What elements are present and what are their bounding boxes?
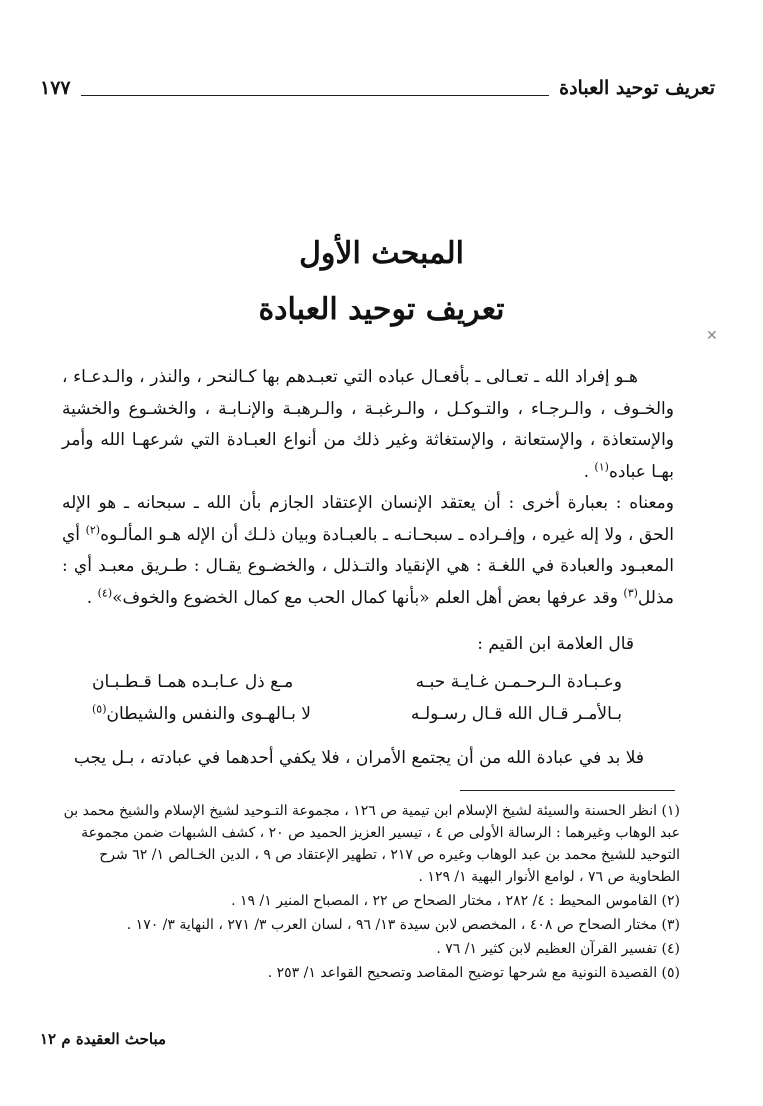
paragraph-meaning-text-c: وقد عرفها بعض أهل العلم «بأنها كمال الحب مع كمال الخضوع والخوف»: [112, 587, 618, 608]
body-text: [62, 362, 674, 614]
poem-intro: قال العلامة ابن القيم :: [477, 634, 634, 654]
chapter-title: المبحث الأول: [299, 236, 464, 271]
book-signature: مباحث العقيدة م ١٢: [40, 1030, 167, 1048]
poem-hemistich-right: بـالأمـر قـال الله قـال رسـولـه: [410, 704, 622, 724]
poem-hemistich-left-wrapper: [92, 704, 311, 736]
footnote: (٣) مختار الصحاح ص ٤٠٨ ، المخصص لابن سيدة ١٣/ ٩٦ ، لسان العرب ٣/ ٢٧١ ، النهاية ٣/ ١٧٠ .: [126, 917, 680, 933]
poem-line: [92, 672, 622, 704]
margin-pencil-mark: ✕: [706, 328, 718, 344]
paragraph-definition: هـو إفراد الله ـ تعـالى ـ بأفعـال عباده التي تعبـدهم بها كـالنحر ، والنذر ، والـدعـاء ، والخـوف ، والـرجـاء ، والتـوكـل ، والـرغبـة ، والـرهبـة والإنـابـة ، والخشـوع والخشية والإستعاذة ، والإستعانة ، والإستغاثة وغير ذلك من أنواع العبـادة التي شرعهـا الله وأمر بهـا عباده$^{(١)}$ .: [62, 367, 674, 482]
footnote-separator: [460, 790, 675, 791]
footnote: (٥) القصيدة النونية مع شرحها توضيح المقاصد وتصحيح القواعد ١/ ٢٥٣ .: [267, 965, 680, 981]
footnote-ref-1: (١): [594, 459, 609, 473]
poem-hemistich-right: وعـبـادة الـرحـمـن غـايـة حبـه: [415, 672, 622, 692]
footnote-ref-2: (٢): [85, 522, 101, 536]
poem-hemistich-left: مـع ذل عـابـده همـا قـطـبـان: [92, 672, 294, 692]
poem: [92, 672, 622, 736]
closing-sentence: فلا بد في عبادة الله من أن يجتمع الأمران ، فلا يكفي أحدهما في عبادته ، بـل يجب: [73, 748, 644, 768]
paragraph-definition-text: هـو إفراد الله ـ تعـالى ـ بأفعـال عباده التي تعبـدهم بها كـالنحر ، والنذر ، والـدعـاء ، والخـوف ، والـرجـاء ، والتـوكـل ، والـرغبـة ، والـرهبـة والإنـابـة ، والخشـوع والخشية والإستعاذة ، والإستعانة ، والإستغاثة وغير ذلك من أنواع العبـادة التي شرعهـا الله وأمر بهـا عباده: [62, 367, 674, 482]
header-rule: [81, 95, 550, 96]
paragraph-meaning-text-b: أي المعبـود والعبادة في اللغـة : هي الإنقياد والتـذلل ، والخضـوع يقـال : طـريق معبـد أي : مذلل: [62, 524, 674, 608]
footnote-ref-3: (٣): [623, 585, 638, 599]
footnote: (٢) القاموس المحيط : ٤/ ٢٨٢ ، مختار الصحاح ص ٢٢ ، المصباح المنير ١/ ١٩ .: [231, 893, 680, 909]
footnote: (١) انظر الحسنة والسيئة لشيخ الإسلام ابن تيمية ص ١٢٦ ، مجموعة التـوحيد لشيخ الإسلام والشيخ محمد بن عبد الوهاب وغيرهما : الرسالة الأولى ص ٤ ، تيسير العزيز الحميد ص ٢٠ ، كشف الشبهات ضمن مجموعة التوحيد للشيخ محمد بن عبد الوهاب وغيره ص ٢١٧ ، تطهير الإعتقاد ص ٩ ، الدين الخـالص ١/ ٦٢ شرح الطحاوية ص ٧٦ ، لوامع الأنوار البهية ١/ ١٢٩ .: [63, 803, 680, 885]
footnote-ref-4: (٤): [97, 585, 113, 599]
section-title: تعريف توحيد العبادة: [258, 292, 505, 327]
poem-hemistich-left: لا بـالهـوى والنفس والشيطان: [106, 704, 311, 724]
paragraph-meaning-text-a: ومعناه : بعبارة أخرى : أن يعتقد الإنسان الإعتقاد الجازم بأن الله ـ سبحانه ـ هو الإله الحق ، ولا إله غيره ، وإفـراده ـ سبحـانـه ـ بالعبـادة وبيان ذلـك أن الإله هـو المألـوه: [62, 493, 674, 545]
footnote: (٤) تفسير القرآن العظيم لابن كثير ١/ ٧٦ .: [436, 941, 680, 957]
footnotes: [52, 800, 680, 986]
running-title: تعريف توحيد العبادة: [559, 77, 715, 99]
page-number: ١٧٧: [40, 77, 71, 99]
poem-line: [92, 704, 622, 736]
page-header: [40, 70, 715, 106]
footnote-ref-5: (٥): [92, 702, 107, 716]
paragraph-meaning: ومعناه : بعبارة أخرى : أن يعتقد الإنسان الإعتقاد الجازم بأن الله ـ سبحانه ـ هو الإله الحق ، ولا إله غيره ، وإفـراده ـ سبحـانـه ـ بالعبـادة وبيان ذلـك أن الإله هـو المألـوه$^{(٢)}$ أي المعبـود والعبادة في اللغـة : هي الإنقياد والتـذلل ، والخضـوع يقـال : طـريق معبـد أي : مذلل$^{(٣)}$ وقد عرفها بعض أهل العلم «بأنها كمال الحب مع كمال الخضوع والخوف»$^{(٤)}$ .: [62, 493, 674, 608]
